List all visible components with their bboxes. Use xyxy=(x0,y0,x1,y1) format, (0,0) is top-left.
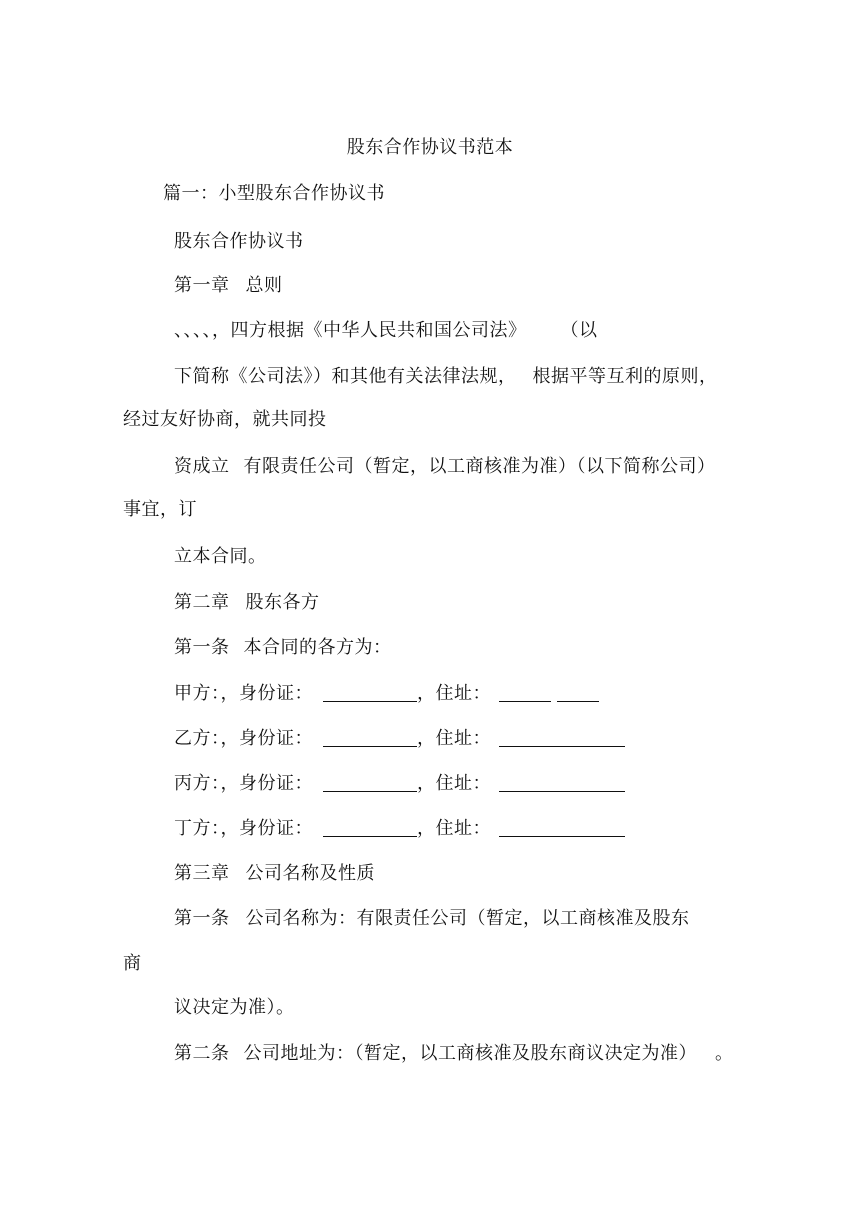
article-line xyxy=(174,636,392,660)
text-run: 本合同的各方为： xyxy=(243,637,392,658)
party-name: 甲方：，身份证： xyxy=(174,683,313,704)
id-blank[interactable] xyxy=(323,773,417,792)
chapter-title: 总则 xyxy=(245,275,283,296)
chapter-label: 第三章 xyxy=(174,863,230,884)
address-blank[interactable] xyxy=(499,818,625,837)
intro-line: 立本合同。 xyxy=(174,546,267,567)
party-name: 丁方：，身份证： xyxy=(174,818,313,839)
address-label: ，住址： xyxy=(417,683,491,704)
text-run: 公司地址为：（暂定，以工商核准及股东商议决定为准） xyxy=(243,1043,697,1064)
text-run: 资成立 xyxy=(174,456,230,477)
party-name: 乙方：，身份证： xyxy=(174,728,313,749)
page-title: 股东合作协议书范本 xyxy=(346,137,514,158)
chapter-2-heading xyxy=(174,591,320,615)
article-label: 第二条 xyxy=(174,1043,230,1064)
intro-line: 经过友好协商，就共同投 xyxy=(123,409,327,430)
article-label: 第一条 xyxy=(174,637,230,658)
text-run: 。 xyxy=(715,1043,734,1064)
text-run: （以 xyxy=(560,320,598,341)
address-label: ，住址： xyxy=(417,818,491,839)
address-label: ，住址： xyxy=(417,728,491,749)
intro-line xyxy=(174,319,598,343)
agreement-name: 股东合作协议书 xyxy=(174,231,304,252)
article-line xyxy=(174,1042,734,1066)
text-run: 下简称《公司法》）和其他有关法律法规， xyxy=(174,366,517,387)
article-line xyxy=(174,907,690,931)
intro-line: 事宜，订 xyxy=(123,499,197,520)
address-blank[interactable] xyxy=(557,683,599,702)
wrap-line: 商 xyxy=(123,953,142,974)
text-run: 公司名称为：有限责任公司（暂定，以工商核准及股东 xyxy=(245,908,690,929)
chapter-label: 第一章 xyxy=(174,275,230,296)
intro-line xyxy=(174,455,716,479)
id-blank[interactable] xyxy=(323,818,417,837)
party-line xyxy=(174,817,625,841)
article-label: 第一条 xyxy=(174,908,230,929)
text-run: 有限责任公司（暂定，以工商核准为准）（以下简称公司） xyxy=(243,456,716,477)
party-line xyxy=(174,772,625,796)
text-run: 根据平等互利的原则， xyxy=(532,366,718,387)
chapter-3-heading xyxy=(174,862,375,886)
chapter-1-heading xyxy=(174,274,283,298)
text-run: 、、、、，四方根据《中华人民共和国公司法》 xyxy=(174,320,527,341)
party-line xyxy=(174,682,599,706)
chapter-title: 股东各方 xyxy=(245,592,320,613)
party-line xyxy=(174,727,625,751)
address-blank[interactable] xyxy=(499,683,551,702)
id-blank[interactable] xyxy=(323,683,417,702)
intro-line xyxy=(174,365,718,389)
address-label: ，住址： xyxy=(417,773,491,794)
id-blank[interactable] xyxy=(323,728,417,747)
party-name: 丙方：，身份证： xyxy=(174,773,313,794)
chapter-title: 公司名称及性质 xyxy=(245,863,375,884)
article-heading: 篇一：小型股东合作协议书 xyxy=(163,183,385,204)
address-blank[interactable] xyxy=(499,728,625,747)
address-blank[interactable] xyxy=(499,773,625,792)
chapter-label: 第二章 xyxy=(174,592,230,613)
continuation-line: 议决定为准）。 xyxy=(174,997,295,1018)
